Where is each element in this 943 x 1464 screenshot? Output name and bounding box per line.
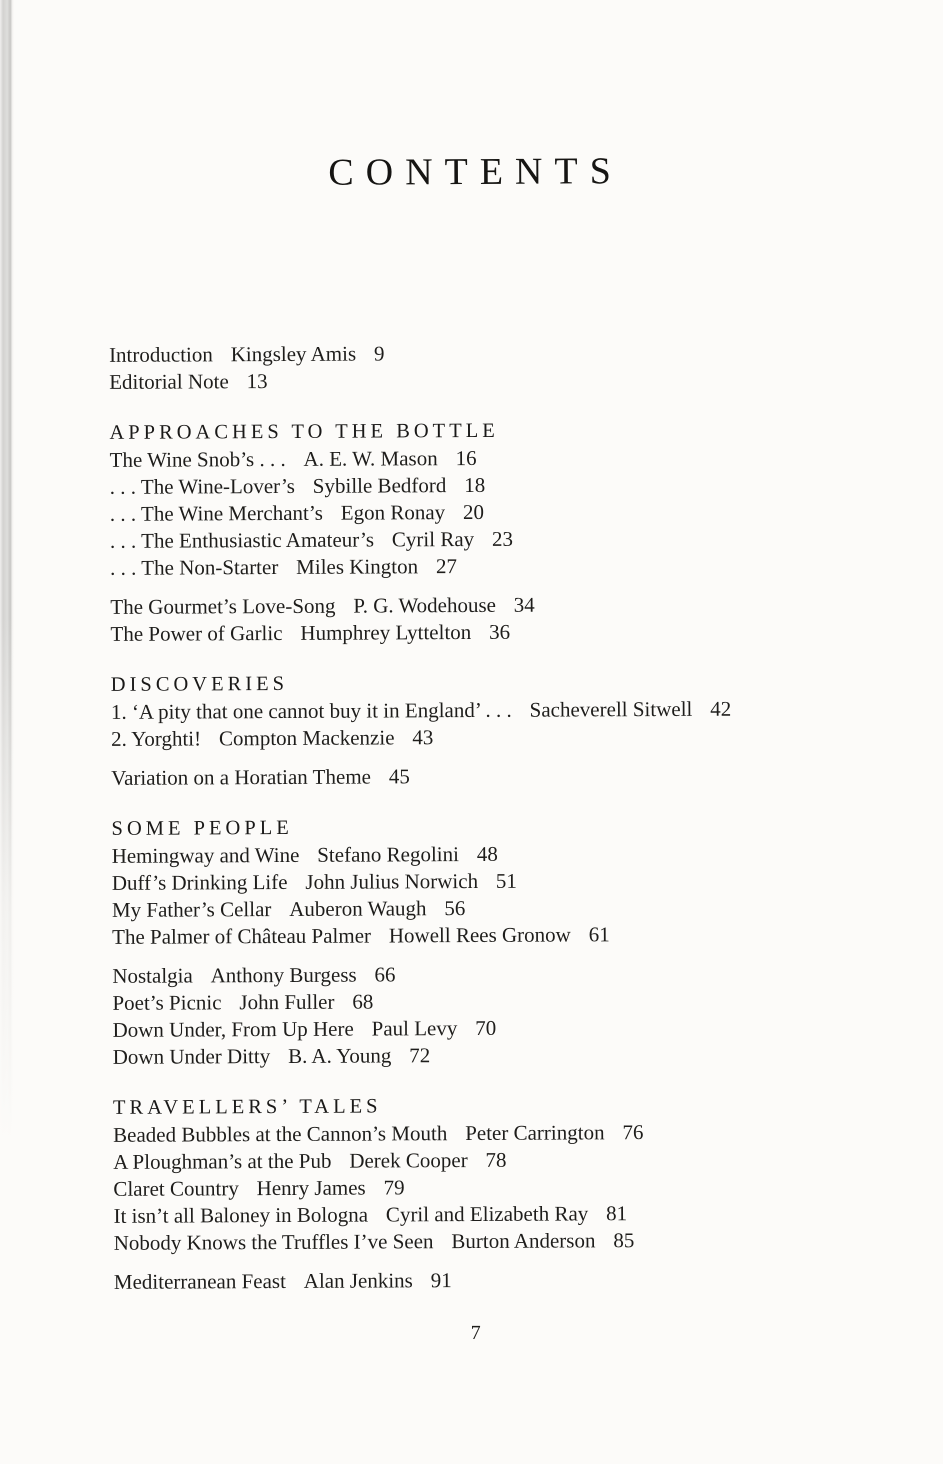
page-title: CONTENTS [328,150,623,194]
toc-entry [113,1040,836,1071]
toc-entry [112,893,835,924]
entry-title: Introduction [108,342,213,367]
entry-title: . . . The Non-Starter [110,555,279,580]
toc-entry [112,866,835,897]
entry-page: 9 [373,341,385,366]
entry-author: Auberon Waugh [289,896,427,921]
toc-entry [113,1172,836,1203]
entry-author: Paul Levy [371,1016,458,1041]
section-heading: DISCOVERIES [110,672,289,696]
entry-page: 16 [455,445,477,471]
entry-title: Nostalgia [112,963,193,988]
toc-entry [110,551,833,582]
toc-section [111,812,835,951]
toc-entry [110,497,833,528]
entry-author: Sybille Bedford [312,473,447,498]
entry-title: Editorial Note [109,369,229,394]
toc-entry [110,590,833,621]
toc-entry [113,1118,836,1149]
toc-entry [109,338,832,369]
toc-entry [114,1226,837,1257]
toc-section [113,1091,837,1257]
entry-title: . . . The Enthusiastic Amateur’s [109,527,375,553]
entry-page: 76 [622,1120,644,1145]
toc-block [111,761,834,792]
toc-entry [112,986,835,1017]
toc-entry [110,617,833,648]
entry-author: Alan Jenkins [303,1268,413,1293]
entry-author: Peter Carrington [465,1120,605,1146]
entry-page: 61 [588,922,610,947]
toc-entry [112,839,835,870]
toc-entry [114,1265,837,1296]
toc-block [109,338,832,396]
section-heading: APPROACHES TO THE BOTTLE [109,419,499,444]
entry-page: 81 [606,1201,628,1226]
toc-block [110,590,833,648]
entry-page: 43 [412,725,434,750]
toc-entry [111,722,834,753]
entry-title: Beaded Bubbles at the Cannon’s Mouth [113,1121,448,1147]
entry-author: B. A. Young [287,1043,392,1068]
section-heading: TRAVELLERS’ TALES [112,1095,382,1119]
entry-author: Burton Anderson [451,1228,596,1254]
entry-title: The Palmer of Château Palmer [112,923,372,949]
entry-title: Poet’s Picnic [112,990,222,1015]
entry-author: Humphrey Lyttelton [300,620,472,645]
entry-author: Miles Kington [296,554,419,579]
entry-page: 23 [491,526,514,551]
entry-page: 36 [489,619,511,644]
entry-page: 51 [495,868,517,893]
entry-author: P. G. Wodehouse [353,592,496,618]
toc-entry [113,1199,836,1230]
entry-title: Mediterranean Feast [113,1268,286,1294]
toc-entry [111,761,834,792]
entry-page: 56 [444,896,466,921]
entry-page: 18 [464,472,486,498]
entry-page: 78 [485,1147,507,1172]
entry-page: 45 [388,764,410,789]
entry-page: 20 [462,499,485,525]
entry-author: Stefano Regolini [317,842,460,867]
toc-entry [110,443,833,474]
toc-entry [112,920,835,951]
entry-page: 79 [383,1175,405,1200]
entry-title: The Wine Snob’s . . . [109,446,286,472]
entry-title: It isn’t all Baloney in Bologna [113,1202,369,1228]
entry-page: 70 [475,1015,497,1040]
entry-author: Kingsley Amis [230,341,357,367]
entry-author: A. E. W. Mason [303,446,438,471]
entry-title: Duff’s Drinking Life [111,869,288,895]
entry-author: Anthony Burgess [210,962,357,988]
toc-entry [112,1013,835,1044]
entry-author: Sacheverell Sitwell [529,696,693,722]
entry-title: A Ploughman’s at the Pub [113,1148,332,1174]
toc-entry [110,524,833,555]
toc-block [112,959,836,1071]
entry-author: John Fuller [239,989,335,1015]
toc-entry [112,959,835,990]
entry-page: 66 [374,962,396,987]
entry-title: . . . The Wine-Lover’s [109,473,295,499]
toc-entry [110,470,833,501]
entry-author: Howell Rees Gronow [388,922,571,948]
entry-page: 72 [409,1043,431,1068]
toc-entry [113,1145,836,1176]
entry-author: Egon Ronay [340,500,446,525]
toc-section [111,668,834,753]
entry-page: 48 [476,841,498,866]
entry-author: Derek Cooper [349,1148,468,1173]
entry-title: Down Under, From Up Here [112,1016,354,1042]
entry-title: The Power of Garlic [110,620,283,646]
entry-page: 42 [710,696,732,721]
entry-author: Cyril and Elizabeth Ray [385,1201,589,1227]
entry-page: 27 [435,554,457,579]
entry-page: 13 [246,369,268,394]
folio-page-number: 7 [470,1321,481,1345]
toc-block [114,1265,837,1296]
entry-title: Hemingway and Wine [111,842,300,868]
entry-page: 68 [352,989,374,1014]
entry-title: My Father’s Cellar [111,897,272,922]
toc-entry [111,695,834,726]
entry-title: Nobody Knows the Truffles I’ve Seen [113,1229,434,1255]
entry-title: Variation on a Horatian Theme [111,764,372,790]
entry-title: . . . The Wine Merchant’s [109,500,323,526]
entry-page: 91 [430,1268,452,1293]
entry-author: Henry James [256,1175,366,1201]
entry-page: 85 [613,1228,635,1253]
entry-title: Down Under Ditty [112,1044,271,1069]
entry-author: Cyril Ray [391,526,475,552]
toc-section [109,416,833,582]
entry-title: Claret Country [113,1176,239,1201]
entry-title: 2. Yorghti! [110,726,202,751]
entry-author: John Julius Norwich [305,868,479,894]
toc-entry [109,365,832,396]
section-heading: SOME PEOPLE [111,816,293,840]
entry-page: 34 [513,592,535,617]
entry-title: 1. ‘A pity that one cannot buy it in England’ . . . [110,697,512,724]
toc [109,338,837,1349]
entry-author: Compton Mackenzie [218,725,395,751]
entry-title: The Gourmet’s Love-Song [110,593,336,619]
